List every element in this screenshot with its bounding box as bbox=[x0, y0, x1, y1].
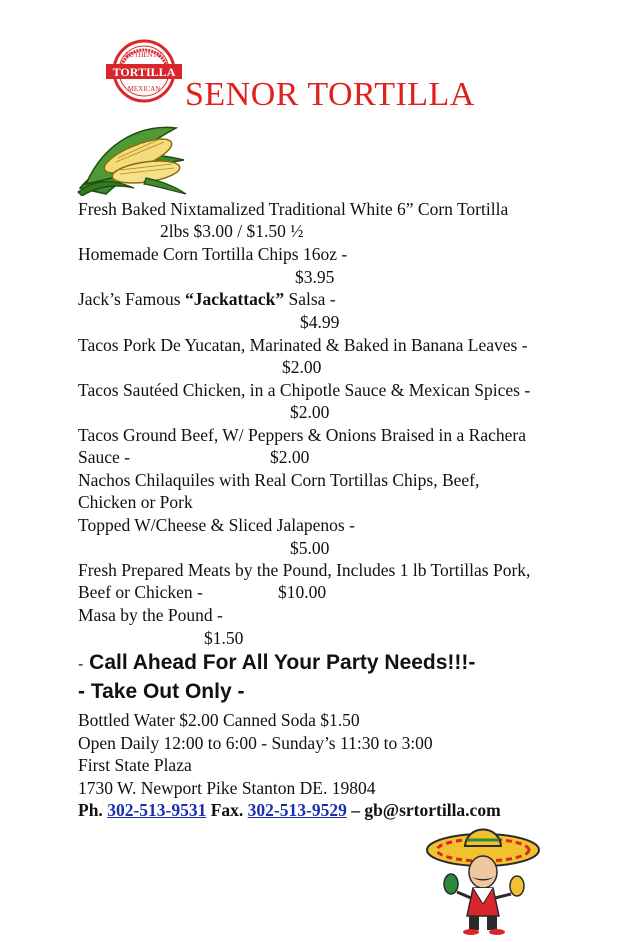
salsa-name: “Jackattack” bbox=[184, 289, 285, 309]
logo-top-text: AUTHENTIC bbox=[123, 51, 165, 59]
take-out-notice: - Take Out Only - bbox=[78, 680, 245, 703]
hours-info: Open Daily 12:00 to 6:00 - Sunday’s 11:30 to 3:00 bbox=[78, 733, 433, 753]
masa-price: $1.50 bbox=[204, 628, 244, 648]
phone-label: Ph. bbox=[78, 800, 108, 820]
fax-link[interactable]: 302-513-9529 bbox=[247, 800, 347, 820]
nachos-price: $5.00 bbox=[290, 538, 330, 558]
call-ahead-text: Call Ahead For All Your Party Needs!!!- bbox=[89, 651, 476, 674]
drinks-info: Bottled Water $2.00 Canned Soda $1.50 bbox=[78, 710, 360, 730]
chips-description: Homemade Corn Tortilla Chips 16oz - bbox=[78, 244, 348, 264]
salsa-post: Salsa - bbox=[284, 289, 336, 309]
beef-tacos-description-2: Sauce - bbox=[78, 447, 130, 467]
address: 1730 W. Newport Pike Stanton DE. 19804 bbox=[78, 778, 376, 798]
logo-bottom-text: MEXICAN bbox=[127, 85, 161, 93]
sombrero-mascot-icon bbox=[425, 812, 543, 936]
nachos-description-2: Chicken or Pork bbox=[78, 492, 193, 512]
salsa-description bbox=[78, 288, 336, 311]
pork-tacos-description: Tacos Pork De Yucatan, Marinated & Baked in Banana Leaves - bbox=[78, 335, 528, 355]
page-title: SENOR TORTILLA bbox=[185, 76, 475, 113]
pork-tacos-price: $2.00 bbox=[282, 357, 322, 377]
chips-price: $3.95 bbox=[295, 267, 335, 287]
meats-description: Fresh Prepared Meats by the Pound, Includes 1 lb Tortillas Pork, bbox=[78, 560, 531, 580]
call-ahead-notice bbox=[78, 651, 475, 675]
chicken-tacos-price: $2.00 bbox=[290, 402, 330, 422]
nachos-description-3: Topped W/Cheese & Sliced Jalapenos - bbox=[78, 515, 355, 535]
logo-middle-text: TORTILLA bbox=[112, 65, 176, 79]
email-address: gb@srtortilla.com bbox=[364, 800, 501, 820]
call-ahead-dash: - bbox=[78, 656, 84, 673]
tortilla-price: 2lbs $3.00 / $1.50 ½ bbox=[160, 221, 304, 241]
beef-tacos-price: $2.00 bbox=[270, 447, 310, 467]
chicken-tacos-description: Tacos Sautéed Chicken, in a Chipotle Sauce & Mexican Spices - bbox=[78, 380, 531, 400]
tortilla-description: Fresh Baked Nixtamalized Traditional White 6” Corn Tortilla bbox=[78, 199, 509, 219]
salsa-pre: Jack’s Famous bbox=[78, 289, 185, 309]
authentic-tortilla-logo bbox=[104, 38, 184, 108]
phone-link[interactable]: 302-513-9531 bbox=[107, 800, 207, 820]
email-separator: – bbox=[346, 800, 365, 820]
nachos-description: Nachos Chilaquiles with Real Corn Tortillas Chips, Beef, bbox=[78, 470, 480, 490]
fax-label: Fax. bbox=[206, 800, 248, 820]
meats-price: $10.00 bbox=[278, 582, 327, 602]
masa-description: Masa by the Pound - bbox=[78, 605, 223, 625]
beef-tacos-description: Tacos Ground Beef, W/ Peppers & Onions Braised in a Rachera bbox=[78, 425, 526, 445]
salsa-price: $4.99 bbox=[300, 312, 340, 332]
plaza-name: First State Plaza bbox=[78, 755, 192, 775]
corn-icon bbox=[76, 118, 188, 196]
meats-description-2: Beef or Chicken - bbox=[78, 582, 203, 602]
